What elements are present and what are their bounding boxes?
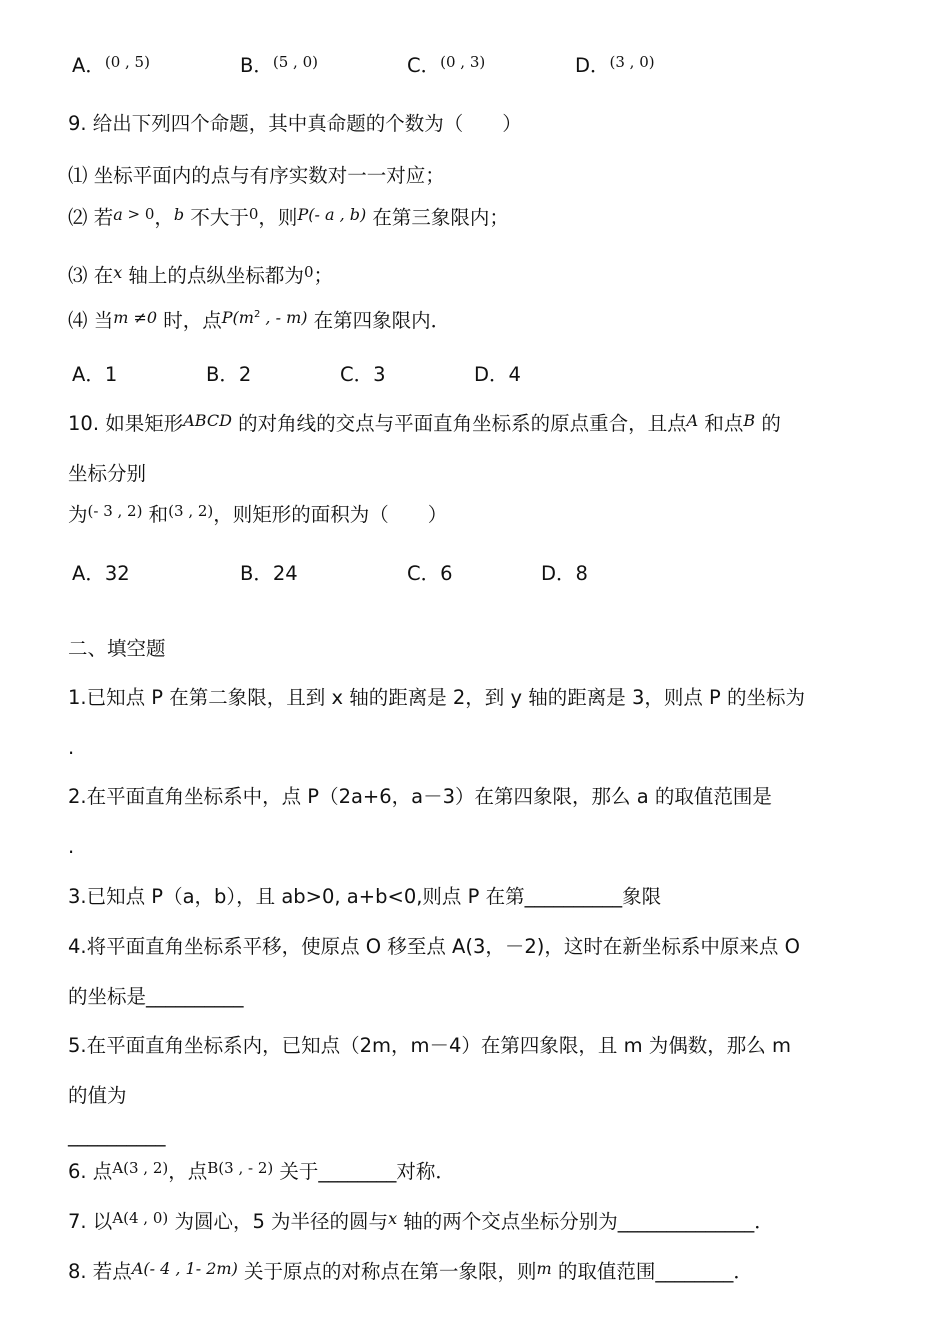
math: B(3 , - 2) — [207, 1159, 274, 1177]
fill-q4-line-2: 的坐标是__________ — [68, 985, 244, 1008]
text: 8. 若点 — [68, 1260, 132, 1283]
q10-option-a — [72, 560, 130, 588]
text: 的对角线的交点与平面直角坐标系的原点重合，且点 — [231, 412, 687, 435]
math: m — [536, 1259, 552, 1278]
text: ⑶ 在 — [68, 264, 114, 287]
option-value: (5 , 0) — [272, 53, 318, 71]
text: 10. 如果矩形 — [68, 412, 184, 435]
text: 为圆心，5 为半径的圆与 — [168, 1210, 389, 1233]
fill-q7 — [68, 1208, 774, 1237]
text: 不大于 — [184, 206, 249, 229]
option-label: A． — [72, 562, 105, 585]
option-value: 1 — [104, 363, 118, 386]
q10-stem-line-1 — [68, 410, 781, 439]
text: 7. 以 — [68, 1210, 113, 1233]
option-label: A． — [72, 363, 105, 386]
text: 关于原点的对称点在第一象限，则 — [237, 1260, 537, 1283]
q8-option-c — [407, 52, 485, 81]
text: 轴的两个交点坐标分别为______________． — [397, 1210, 774, 1233]
q10-option-c — [407, 560, 453, 588]
option-label: B． — [206, 363, 239, 386]
fill-q1-line-2: . — [68, 736, 75, 759]
q9-proposition-2 — [68, 204, 509, 233]
math: (- 3 , 2) — [87, 502, 143, 520]
text: ，则矩形的面积为（ ） — [213, 503, 448, 526]
text: ⑵ 若 — [68, 206, 114, 229]
math: P(- a , b) — [297, 205, 367, 224]
option-label: B． — [240, 562, 273, 585]
text: 为 — [68, 503, 88, 526]
option-value: 3 — [373, 363, 386, 386]
fill-q8 — [68, 1258, 753, 1287]
math: x — [113, 263, 123, 282]
math: , - m) — [260, 308, 308, 327]
math: > 0 — [122, 205, 155, 223]
q8-option-b — [240, 52, 318, 81]
text: 的 — [755, 412, 781, 435]
option-value: 2 — [238, 363, 252, 386]
q9-option-b — [206, 361, 251, 389]
math: A — [686, 411, 699, 430]
option-label: C． — [407, 54, 441, 77]
fill-q5-blank: __________ — [68, 1124, 166, 1147]
q8-option-d — [575, 52, 655, 81]
option-value: 4 — [508, 363, 521, 386]
text: 轴上的点纵坐标都为 — [122, 264, 304, 287]
option-value: 24 — [272, 562, 298, 585]
q9-option-a — [72, 361, 117, 389]
option-label: B． — [240, 54, 273, 77]
math: A(3 , 2) — [112, 1159, 169, 1177]
q9-stem: 9. 给出下列四个命题，其中真命题的个数为（ ） — [68, 112, 522, 135]
text: 在第四象限内． — [307, 309, 451, 332]
math: m ≠0 — [113, 308, 158, 327]
math: ABCD — [183, 411, 232, 430]
q9-option-d — [474, 361, 521, 389]
option-value: (0 , 5) — [104, 53, 150, 71]
text: ； — [313, 264, 333, 287]
option-value: (0 , 3) — [440, 53, 486, 71]
option-label: D． — [474, 363, 509, 386]
q9-proposition-1: ⑴ 坐标平面内的点与有序实数对一一对应； — [68, 164, 445, 187]
option-label: C． — [407, 562, 441, 585]
fill-q6 — [68, 1158, 455, 1187]
q9-proposition-4 — [68, 307, 450, 339]
option-label: D． — [575, 54, 610, 77]
fill-q2-line-1: 2.在平面直角坐标系中，点 P（2a+6，a－3）在第四象限，那么 a 的取值范围是 — [68, 785, 772, 808]
q10-option-b — [240, 560, 298, 588]
math: b — [173, 205, 185, 224]
fill-q2-line-2: . — [68, 835, 75, 858]
option-label: D． — [541, 562, 576, 585]
option-value: 6 — [440, 562, 453, 585]
math: x — [388, 1209, 398, 1228]
math: A(4 , 0) — [112, 1209, 169, 1227]
q10-option-d — [541, 560, 588, 588]
option-label: C． — [340, 363, 374, 386]
math: P(m — [221, 308, 254, 327]
text: ⑷ 当 — [68, 309, 114, 332]
q9-option-c — [340, 361, 386, 389]
math: A(- 4 , 1- 2m) — [131, 1259, 238, 1278]
fill-q5-line-1: 5.在平面直角坐标系内，已知点（2m，m－4）在第四象限，且 m 为偶数，那么 m — [68, 1034, 791, 1057]
option-value: 32 — [104, 562, 130, 585]
text: 的取值范围________． — [551, 1260, 753, 1283]
math: a — [113, 205, 123, 224]
option-label: A． — [72, 54, 105, 77]
text: ，点 — [168, 1160, 208, 1183]
text: 和 — [142, 503, 169, 526]
text: 关于________对称． — [273, 1160, 455, 1183]
q8-option-a — [72, 52, 150, 81]
text: 在第三象限内； — [366, 206, 509, 229]
math: (3 , 2) — [168, 502, 214, 520]
text: ，则 — [258, 206, 298, 229]
q9-proposition-3 — [68, 262, 333, 291]
q10-stem-line-3 — [68, 501, 447, 530]
math: 0 — [303, 263, 314, 281]
math: 0 — [248, 205, 259, 223]
option-value: (3 , 0) — [609, 53, 655, 71]
math: B — [743, 411, 756, 430]
fill-q3: 3.已知点 P（a，b），且 ab>0, a+b<0,则点 P 在第__________象限 — [68, 885, 662, 908]
text: 时，点 — [157, 309, 222, 332]
q10-stem-line-2: 坐标分别 — [68, 462, 147, 485]
fill-q1-line-1: 1.已知点 P 在第二象限，且到 x 轴的距离是 2，到 y 轴的距离是 3，则点 P 的坐标为 — [68, 686, 806, 709]
text: ， — [154, 206, 174, 229]
superscript: 2 — [253, 309, 261, 320]
section-heading: 二、填空题 — [68, 637, 166, 660]
option-value: 8 — [575, 562, 588, 585]
fill-q5-line-2: 的值为 — [68, 1084, 127, 1107]
fill-q4-line-1: 4.将平面直角坐标系平移，使原点 O 移至点 A(3，－2)，这时在新坐标系中原来点 O — [68, 935, 800, 958]
text: 和点 — [698, 412, 744, 435]
text: 6. 点 — [68, 1160, 113, 1183]
